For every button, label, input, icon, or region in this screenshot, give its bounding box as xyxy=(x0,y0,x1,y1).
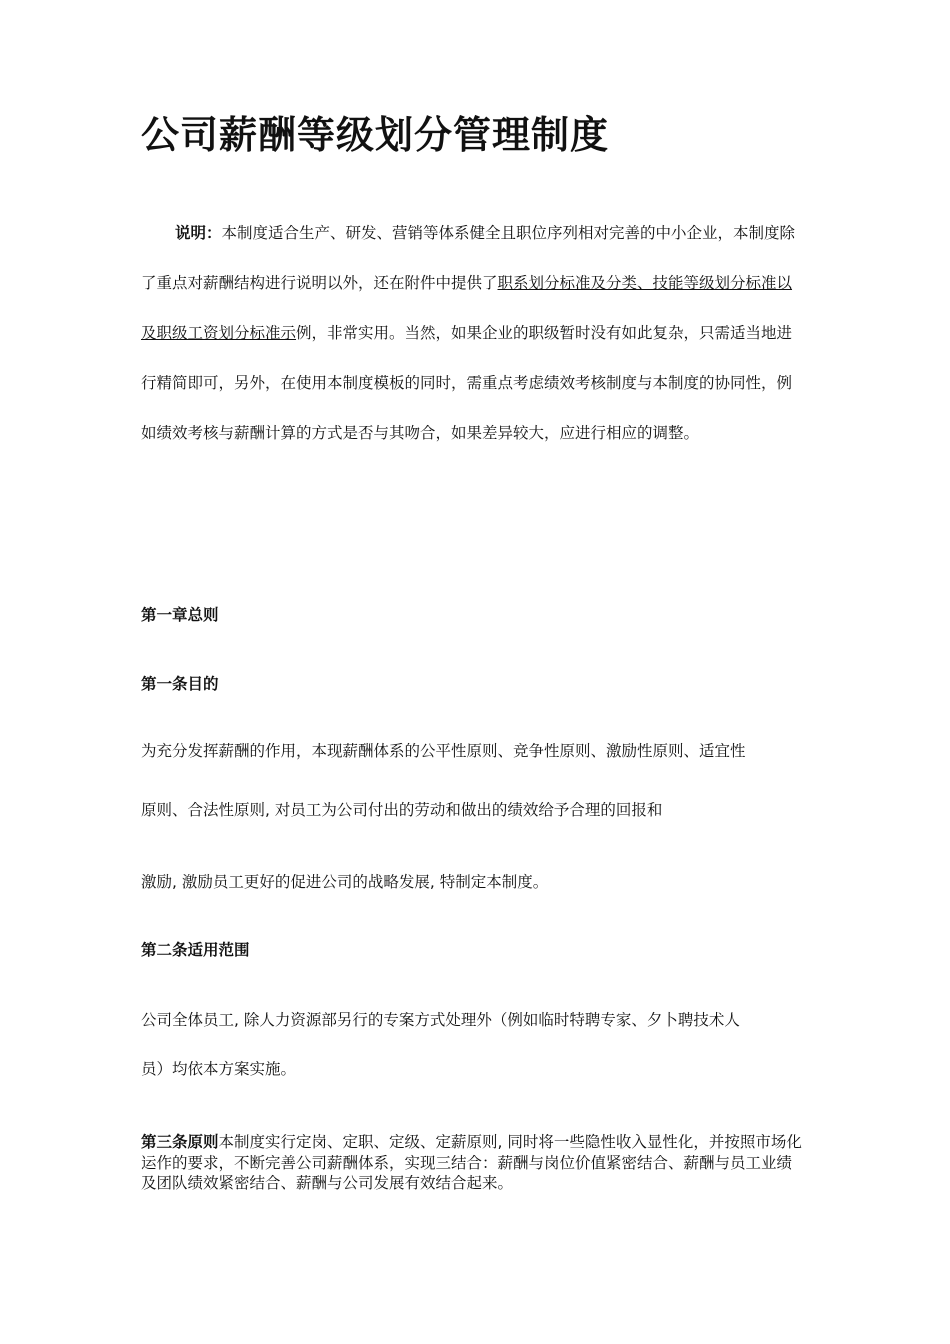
chapter-heading: 第一章总则 xyxy=(141,606,219,624)
article-1-line: 激励, 激励员工更好的促进公司的战略发展, 特制定本制度。 xyxy=(141,873,549,891)
appendix-link-text: 职系划分标准及分类、技能等级划分标准以及职级工资划分标准示 xyxy=(141,274,793,342)
article-1-line: 为充分发挥薪酬的作用，本现薪酬体系的公平性原则、竞争性原则、激励性原则、适宜性 xyxy=(141,742,746,760)
article-2-line: 员）均依本方案实施。 xyxy=(141,1060,297,1078)
intro-text: 本制度适合生产、研发、营销等体系健全且职位序列相对完善的中小企业，本制度除了重点对薪酬结构进行说明以外，还在附件中提供了 xyxy=(141,224,796,292)
article-2-line: 公司全体员工, 除人力资源部另行的专案方式处理外（例如临时特聘专家、夕卜聘技术人 xyxy=(141,1011,740,1029)
intro-paragraph xyxy=(141,208,805,458)
article-3-heading: 第三条原则 xyxy=(141,1133,219,1151)
intro-text-continued: 例，非常实用。当然，如果企业的职级暂时没有如此复杂，只需适当地进行精简即可，另外，在使用本制度模板的同时，需重点考虑绩效考核制度与本制度的协同性，例如绩效考核与薪酬计算的方式是否与其吻合，如果差异较大，应进行相应的调整。 xyxy=(141,324,793,442)
article-3-paragraph xyxy=(141,1132,805,1194)
document-title: 公司薪酬等级划分管理制度 xyxy=(141,113,610,157)
article-1-line: 原则、合法性原则, 对员工为公司付出的劳动和做出的绩效给予合理的回报和 xyxy=(141,801,663,819)
article-2-heading: 第二条适用范围 xyxy=(141,941,250,959)
article-1-heading: 第一条目的 xyxy=(141,675,219,693)
article-3-text: 本制度实行定岗、定职、定级、定薪原则, 同时将一些隐性收入显性化，并按照市场化运作的要求，不断完善公司薪酬体系，实现三结合：薪酬与岗位价值紧密结合、薪酬与员工业绩及团队绩效紧密结合、薪酬与公司发展有效结合起来。 xyxy=(141,1133,802,1192)
intro-label: 说明： xyxy=(175,224,222,242)
